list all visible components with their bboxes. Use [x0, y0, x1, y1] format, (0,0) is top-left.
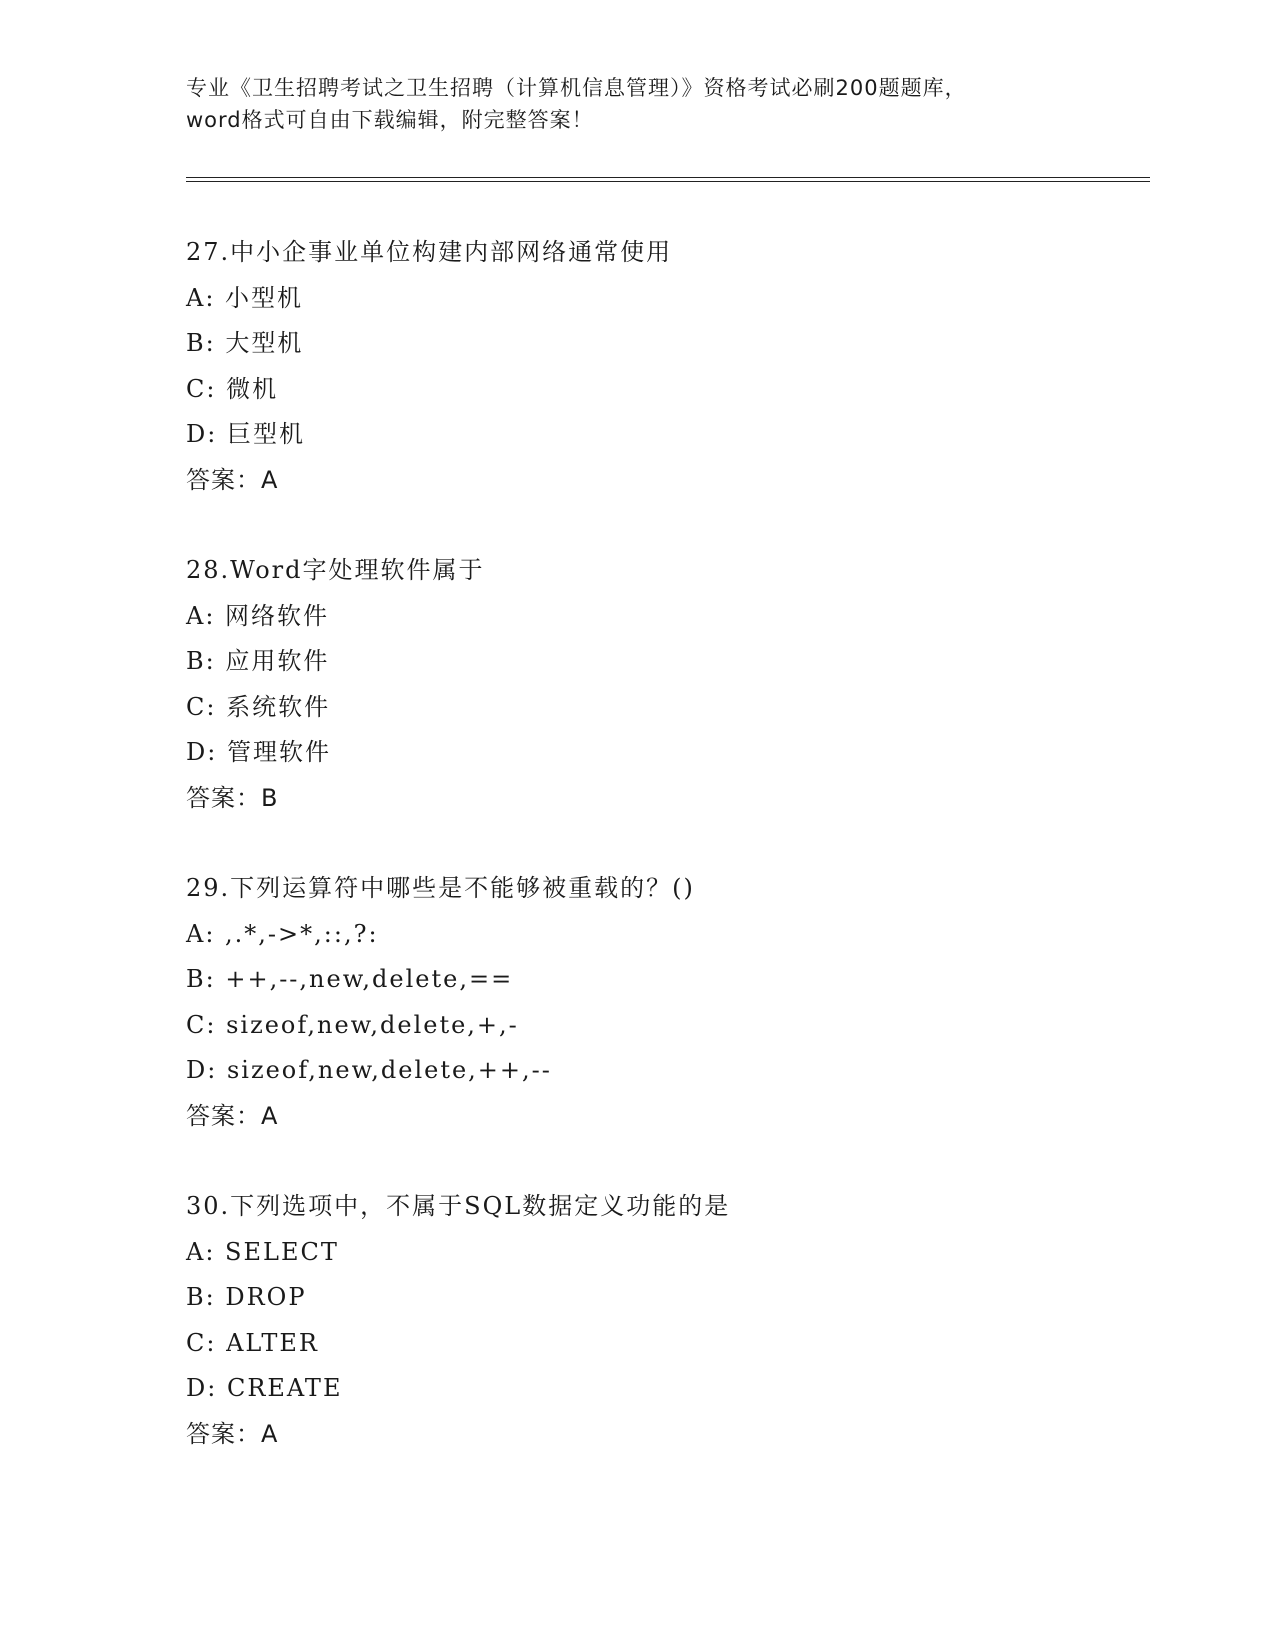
- answer-label: 答案：A: [186, 1101, 279, 1130]
- question-28: [186, 548, 1146, 866]
- answer-label: 答案：B: [186, 783, 279, 812]
- answer-label: 答案：A: [186, 1419, 279, 1448]
- header-divider-bottom: [186, 181, 1150, 182]
- question-29: [186, 866, 1146, 1184]
- option-c: C: sizeof,new,delete,+,-: [186, 1010, 519, 1039]
- header-line-1: 专业《卫生招聘考试之卫生招聘（计算机信息管理）》资格考试必刷200题题库，: [186, 76, 967, 100]
- document-header: [186, 72, 1086, 136]
- question-stem: 30.下列选项中，不属于SQL数据定义功能的是: [186, 1192, 731, 1220]
- header-line-2: word格式可自由下载编辑，附完整答案！: [186, 108, 594, 132]
- option-d: D: CREATE: [186, 1374, 343, 1402]
- question-stem: 27.中小企事业单位构建内部网络通常使用: [186, 238, 673, 266]
- question-stem: 28.Word字处理软件属于: [186, 556, 485, 584]
- option-c: C: 微机: [186, 374, 279, 403]
- option-a: A: 网络软件: [186, 601, 330, 630]
- question-stem: 29.下列运算符中哪些是不能够被重载的？(): [186, 874, 695, 902]
- option-d: D: 巨型机: [186, 420, 305, 448]
- option-b: B: 大型机: [186, 329, 304, 357]
- option-a: A: SELECT: [186, 1237, 339, 1266]
- option-c: C: 系统软件: [186, 692, 331, 721]
- option-b: B: DROP: [186, 1283, 307, 1311]
- option-a: A: ,.*,->*,::,?:: [186, 919, 379, 948]
- option-d: D: 管理软件: [186, 738, 331, 766]
- option-a: A: 小型机: [186, 283, 304, 312]
- question-27: [186, 230, 1146, 548]
- question-30: [186, 1184, 1146, 1502]
- option-c: C: ALTER: [186, 1328, 319, 1357]
- header-divider-top: [186, 177, 1150, 178]
- answer-label: 答案：A: [186, 465, 279, 494]
- option-d: D: sizeof,new,delete,++,--: [186, 1056, 552, 1084]
- option-b: B: 应用软件: [186, 647, 330, 675]
- question-list: [186, 230, 1146, 1502]
- option-b: B: ++,--,new,delete,==: [186, 965, 514, 993]
